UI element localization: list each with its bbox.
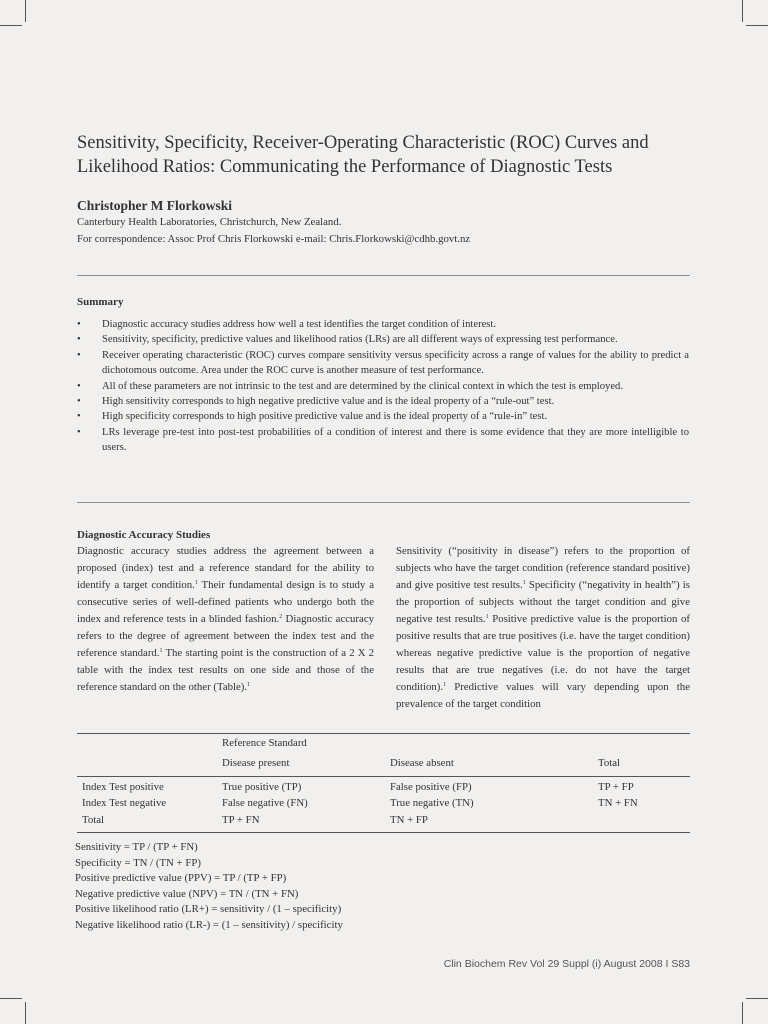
bullet-mark: •	[77, 349, 81, 361]
formula-sensitivity: Sensitivity = TP / (TP + FN)	[75, 841, 198, 853]
bullet-mark: •	[77, 411, 81, 423]
formula-ppv: Positive predictive value (PPV) = TP / (TP + FP)	[75, 872, 287, 884]
formula-list	[75, 840, 343, 933]
bullet-mark: •	[77, 426, 81, 438]
body-column-left	[77, 527, 374, 696]
summary-item-text: All of these parameters are not intrinsic to the test and are determined by the clinical context in which the test is employed.	[102, 380, 623, 392]
summary-item	[77, 348, 689, 379]
table-column-header: Disease present	[222, 757, 290, 769]
text-run: Their fundamental design is to study a consecutive series of well-defined patients who undergo both the index and reference tests in a blinded fashion.	[77, 579, 374, 625]
crop-mark-bottom-left	[25, 1002, 26, 1024]
text-run: Specificity (“negativity in health”) is the proportion of subjects without the target condition and give negative test results.	[396, 579, 691, 625]
formula-lr-negative: Negative likelihood ratio (LR-) = (1 – sensitivity) / specificity	[75, 918, 343, 931]
table-row-label: Index Test negative	[82, 797, 167, 809]
summary-item-text: Sensitivity, specificity, predictive values and likelihood ratios (LRs) are all different ways of expressing test performance.	[102, 334, 618, 346]
body-column-right	[396, 543, 690, 713]
citation-ref: 2	[279, 614, 283, 620]
summary-item	[77, 317, 689, 332]
correspondence-line: For correspondence: Assoc Prof Chris Florkowski e-mail: Chris.Florkowski@cdhb.govt.nz	[77, 233, 471, 245]
summary-item	[77, 379, 689, 394]
table-rule-header	[77, 776, 690, 777]
summary-item-text: Receiver operating characteristic (ROC) curves compare sensitivity versus specificity across a range of values for the ability to predict a dichotomous outcome. Area under the ROC curve is another measure of test performance.	[102, 349, 689, 377]
bullet-mark: •	[77, 396, 81, 408]
citation-ref: 1	[194, 580, 198, 586]
summary-item	[77, 425, 689, 456]
formula-npv: Negative predictive value (NPV) = TN / (TN + FN)	[75, 887, 299, 900]
divider-top	[77, 275, 690, 276]
table-cell: True positive (TP)	[222, 781, 302, 793]
author-affiliation	[77, 214, 470, 248]
body-paragraph	[396, 543, 690, 713]
section-heading: Diagnostic Accuracy Studies	[77, 529, 211, 541]
crop-mark-top-left	[25, 0, 26, 22]
bullet-mark: •	[77, 334, 81, 346]
divider-summary	[77, 502, 690, 503]
table-cell: TN + FN	[598, 797, 638, 809]
bullet-mark: •	[77, 319, 81, 330]
table-cell: TN + FP	[390, 814, 428, 826]
text-run: Predictive values will vary depending upon the prevalence of the target condition	[396, 681, 690, 710]
citation-ref: 1	[522, 580, 526, 586]
summary-heading: Summary	[77, 296, 124, 308]
text-run: Diagnostic accuracy studies address the agreement between a proposed (index) test and a reference standard for the ability to identify a target condition.	[77, 545, 374, 591]
summary-item	[77, 394, 689, 409]
summary-list	[77, 317, 689, 456]
table-column-header: Disease absent	[390, 757, 454, 769]
table-group-header: Reference Standard	[222, 737, 307, 749]
affiliation-line: Canterbury Health Laboratories, Christchurch, New Zealand.	[77, 216, 342, 228]
summary-item-text: High specificity corresponds to high positive predictive value and is the ideal property of a “rule-in” test.	[102, 411, 548, 423]
crop-mark-bottom-right	[742, 1002, 743, 1024]
summary-item-text: High sensitivity corresponds to high negative predictive value and is the ideal property of a “rule-out” test.	[102, 396, 555, 408]
crop-mark-left-bottom	[0, 998, 22, 999]
summary-item-text: LRs leverage pre-test into post-test probabilities of a condition of interest and there is some evidence that they are more intelligible to users.	[102, 426, 689, 454]
paper-title: Sensitivity, Specificity, Receiver-Operating Characteristic (ROC) Curves and Likelihood Ratios: Communicating the Performance of Diagnostic Tests	[77, 133, 649, 177]
summary-item	[77, 332, 689, 347]
body-paragraph	[77, 543, 374, 696]
author-name: Christopher M Florkowski	[77, 198, 233, 213]
text-run: Positive predictive value is the proportion of positive results that are true positives (i.e. have the target condition) whereas negative predictive value is the proportion of negative results that are true negatives (i.e. do not have the target condition).	[396, 613, 690, 693]
crop-mark-top-right	[742, 0, 743, 22]
crop-mark-right-bottom	[746, 998, 768, 999]
summary-item	[77, 409, 689, 424]
table-column-header: Total	[598, 757, 621, 769]
citation-ref: 1	[159, 648, 163, 654]
table-row-label: Total	[82, 814, 105, 826]
table-cell: False positive (FP)	[390, 781, 472, 793]
text-run: Diagnostic accuracy refers to the degree of agreement between the index test and the reference standard.	[77, 613, 375, 659]
text-run: The starting point is the construction of a 2 X 2 table with the index test results on one side and those of the reference standard on the other (Table).	[77, 647, 374, 693]
citation-ref: 1	[485, 614, 489, 620]
table-cell: TP + FP	[598, 781, 634, 793]
crop-mark-left-top	[0, 25, 22, 26]
table-cell: TP + FN	[222, 814, 260, 826]
summary-item-text: Diagnostic accuracy studies address how well a test identifies the target condition of interest.	[102, 319, 497, 330]
table-rule-top	[77, 733, 690, 734]
formula-specificity: Specificity = TN / (TN + FP)	[75, 856, 201, 869]
table-cell: False negative (FN)	[222, 797, 308, 809]
crop-mark-right-top	[746, 25, 768, 26]
page-footer: Clin Biochem Rev Vol 29 Suppl (i) August 2008 I S83	[443, 958, 690, 970]
text-run: Sensitivity (“positivity in disease”) refers to the proportion of subjects who have the target condition (reference standard positive) and give positive test results.	[396, 545, 690, 591]
table-row-label: Index Test positive	[82, 781, 164, 793]
table-rule-bottom	[77, 832, 690, 833]
citation-ref: 1	[247, 682, 251, 688]
formula-lr-positive: Positive likelihood ratio (LR+) = sensitivity / (1 – specificity)	[75, 903, 342, 915]
bullet-mark: •	[77, 380, 81, 392]
table-cell: True negative (TN)	[390, 797, 474, 809]
citation-ref: 1	[443, 682, 447, 688]
